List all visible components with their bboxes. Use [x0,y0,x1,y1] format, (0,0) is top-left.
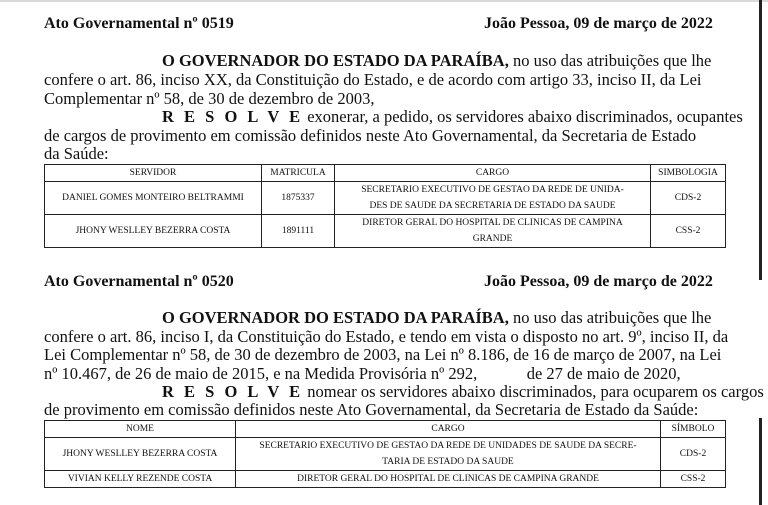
ato-0519-line-4 [162,107,743,127]
cargo-line-2: TARIA DE ESTADO DA SAUDE [382,457,514,467]
cargo-cell [335,215,651,248]
nome-cell: JHONY WESLLEY BEZERRA COSTA [45,438,236,471]
ato-0520-line-5-rest: nomear os servidores abaixo discriminados, para ocuparem os cargos [303,382,764,401]
simbolo-cell: CDS-2 [661,438,726,471]
ato-0519-line-4-rest: exonerar, a pedido, os servidores abaixo discriminados, ocupantes [303,107,743,126]
cargo-line-2: GRANDE [472,234,513,244]
col-matricula: MATRICULA [262,165,335,182]
ato-0519-table [44,164,726,248]
ato-0519-date: João Pessoa, 09 de março de 2022 [484,15,713,32]
col-simbolo: SÍMBOLO [661,421,726,438]
nome-cell: VIVIAN KELLY REZENDE COSTA [45,471,236,488]
ato-0520-line-1-rest: no uso das atribuições que lhe [508,308,712,327]
ato-0520-title: Ato Governamental nº 0520 [44,273,234,290]
table-row [45,215,726,248]
column-edge-lower [759,418,762,505]
ato-0519-line-6: da Saúde: [44,144,109,163]
ato-0519-line-1 [162,51,711,71]
cargo-cell [236,438,661,471]
resolve-word: R E S O L V E [162,107,304,126]
cargo-cell [335,182,651,215]
table-header-row [45,421,726,438]
governor-heading: O GOVERNADOR DO ESTADO DA PARAÍBA, [162,308,509,327]
col-simbologia: SIMBOLOGIA [651,165,726,182]
simbolo-cell: CSS-2 [661,471,726,488]
col-cargo: CARGO [335,165,651,182]
cargo-cell: DIRETOR GERAL DO HOSPITAL DE CLINICAS DE CAMPINA GRANDE [236,471,661,488]
matricula-cell: 1891111 [262,215,335,248]
resolve-word: R E S O L V E [162,382,304,401]
table-row [45,471,726,488]
cargo-line-1: SECRETARIO EXECUTIVO DE GESTAO DA REDE DE UNIDA- [361,185,624,195]
top-divider [0,0,768,2]
ato-0520-table [44,420,726,488]
cargo-line-1: DIRETOR GERAL DO HOSPITAL DE CLINICAS DE CAMPINA [362,218,623,228]
cargo-line-2: DES DE SAUDE DA SECRETARIA DE ESTADO DA SAUDE [369,201,616,211]
ato-0519-line-1-rest: no uso das atribuições que lhe [508,51,712,70]
ato-0520-line-2: confere o art. 86, inciso I, da Constituição do Estado, e tendo em vista o disposto no art. 9º, inciso II, da [44,327,729,346]
ato-0520-line-1 [162,308,711,328]
table-row [45,182,726,215]
col-servidor: SERVIDOR [45,165,262,182]
cargo-line-1: SECRETARIO EXECUTIVO DE GESTAO DA REDE DE UNIDADES DE SAUDE DA SECRE- [259,441,637,451]
ato-0520-date: João Pessoa, 09 de março de 2022 [484,273,713,290]
ato-0520-line-4: nº 10.467, de 26 de maio de 2015, e na Medida Provisória nº 292, de 27 de maio de 2020, [44,364,681,383]
ato-0520-line-6: de provimento em comissão definidos neste Ato Governamental, da Secretaria de Estado da Saúde: [44,400,699,419]
col-cargo: CARGO [236,421,661,438]
servidor-cell: DANIEL GOMES MONTEIRO BELTRAMMI [45,182,262,215]
col-nome: NOME [45,421,236,438]
ato-0519-line-2: confere o art. 86, inciso XX, da Constituição do Estado, e de acordo com artigo 33, inciso II, da Lei [44,70,702,89]
simbolo-cell: CDS-2 [651,182,726,215]
ato-0519-title: Ato Governamental nº 0519 [44,15,234,32]
ato-0519-line-3: Complementar nº 58, de 30 de dezembro de 2003, [44,89,375,108]
matricula-cell: 1875337 [262,182,335,215]
table-row [45,438,726,471]
simbolo-cell: CSS-2 [651,215,726,248]
servidor-cell: JHONY WESLLEY BEZERRA COSTA [45,215,262,248]
column-edge [759,0,762,280]
ato-0519-line-5: de cargos de provimento em comissão definidos neste Ato Governamental, da Secretaria de Estado [44,126,697,145]
table-header-row [45,165,726,182]
ato-0520-line-3: Lei Complementar nº 58, de 30 de dezembro de 2003, na Lei nº 8.186, de 16 de março de 2007, na Lei [44,345,722,364]
governor-heading: O GOVERNADOR DO ESTADO DA PARAÍBA, [162,51,509,70]
ato-0520-line-5 [162,382,764,402]
